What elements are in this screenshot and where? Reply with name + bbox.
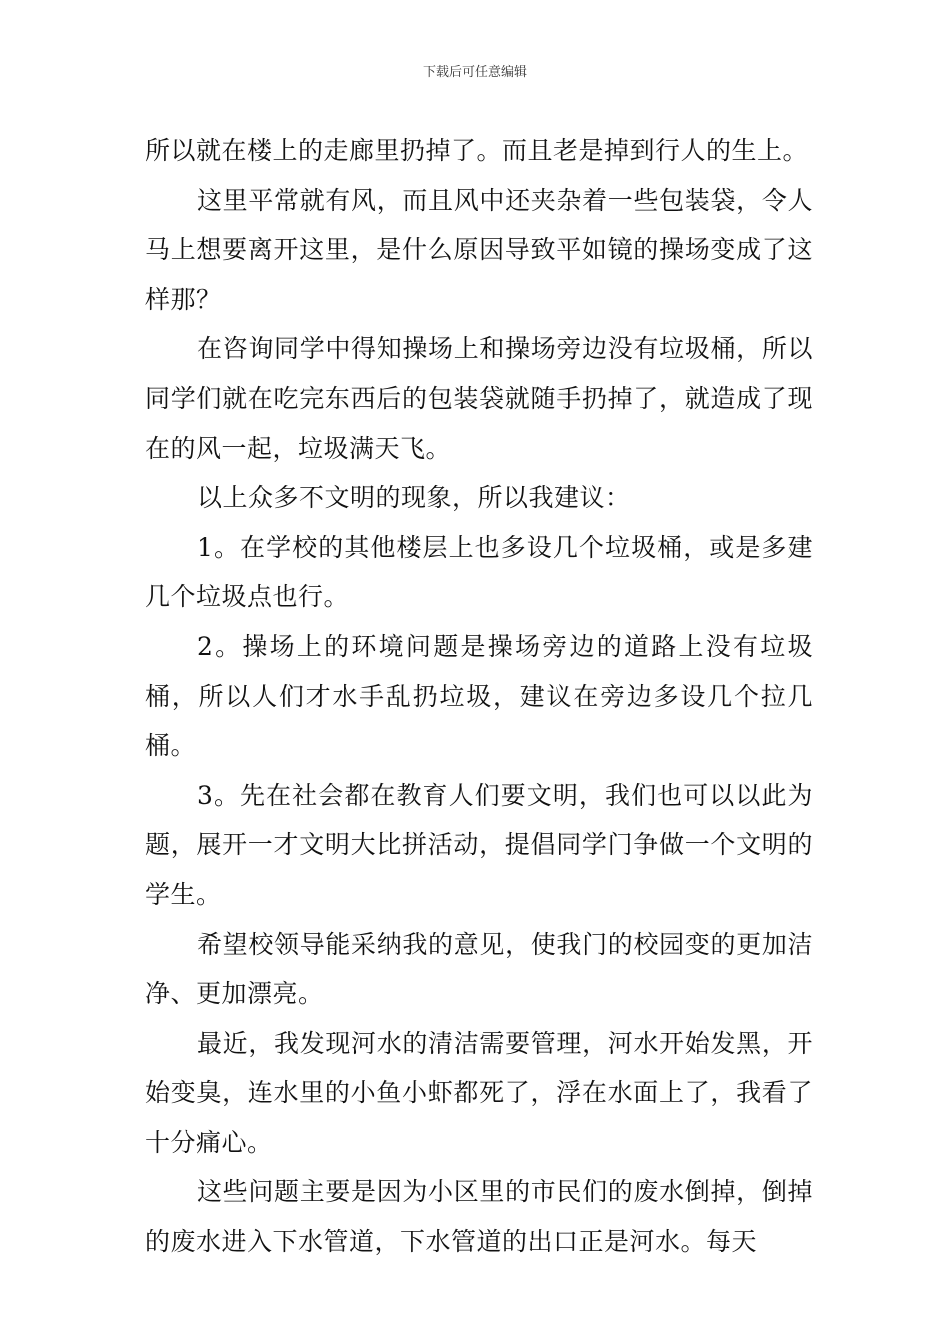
paragraph-9: 最近，我发现河水的清洁需要管理，河水开始发黑，开始变臭，连水里的小鱼小虾都死了，浮在水面上了，我看了十分痛心。 [145, 1028, 813, 1157]
page-header: 下载后可任意编辑 [422, 65, 527, 80]
document-body [145, 126, 813, 1267]
paragraph-6: 2。操场上的环境问题是操场旁边的道路上没有垃圾桶，所以人们才水手乱扔垃圾，建议在旁边多设几个拉几桶。 [145, 631, 813, 761]
paragraph-2: 这里平常就有风，而且风中还夹杂着一些包装袋，令人马上想要离开这里，是什么原因导致平如镜的操场变成了这样那？ [145, 185, 813, 314]
paragraph-4: 以上众多不文明的现象，所以我建议： [197, 483, 631, 513]
paragraph-5: 1。在学校的其他楼层上也多设几个垃圾桶，或是多建几个垃圾点也行。 [145, 532, 813, 612]
paragraph-8: 希望校领导能采纳我的意见，使我门的校园变的更加洁净、更加漂亮。 [145, 929, 813, 1009]
paragraph-3: 在咨询同学中得知操场上和操场旁边没有垃圾桶，所以同学们就在吃完东西后的包装袋就随手扔掉了，就造成了现在的风一起，垃圾满天飞。 [145, 334, 813, 463]
paragraph-10: 这些问题主要是因为小区里的市民们的废水倒掉，倒掉的废水进入下水管道，下水管道的出口正是河水。每天 [145, 1177, 813, 1257]
paragraph-1: 所以就在楼上的走廊里扔掉了。而且老是掉到行人的生上。 [145, 136, 809, 165]
paragraph-7: 3。先在社会都在教育人们要文明，我们也可以以此为题，展开一才文明大比拼活动，提倡同学门争做一个文明的学生。 [145, 780, 813, 909]
